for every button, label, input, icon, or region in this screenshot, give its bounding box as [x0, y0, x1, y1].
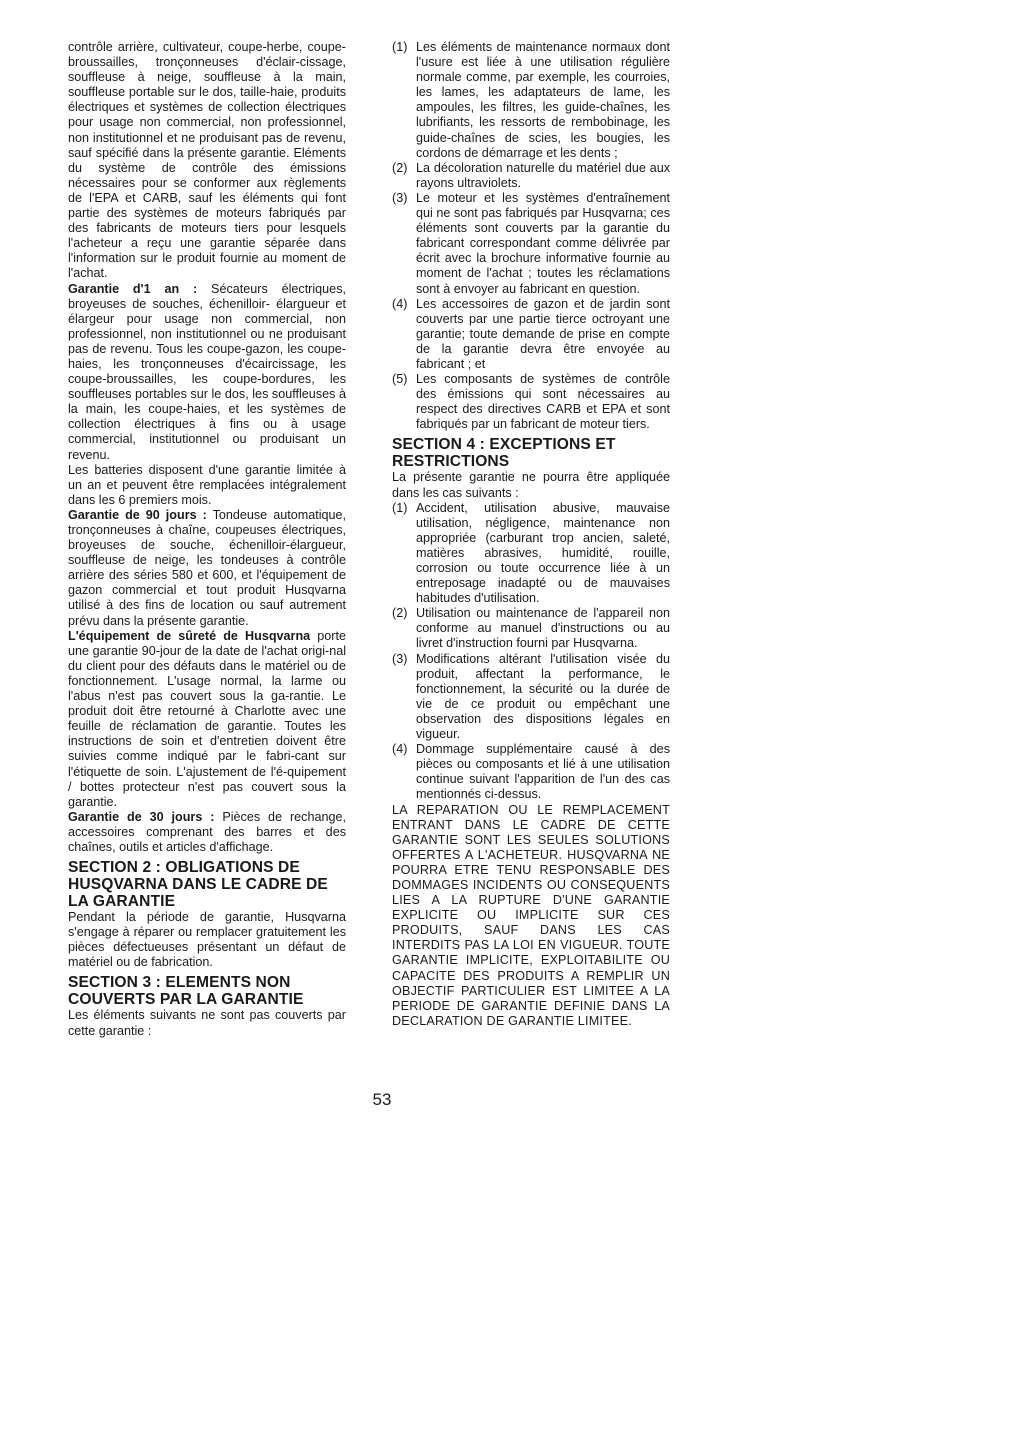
list-item-number: (2)	[392, 606, 408, 621]
thirty-day-paragraph	[68, 810, 346, 855]
list-item-text: Modifications altérant l'utilisation visée du produit, affectant la performance, le fonctionnement, la sécurité ou la durée de vie de ce produit ou empêchant une observation des dispositions légales en vigueur.	[416, 651, 670, 742]
list-item-text: Le moteur et les systèmes d'entraînement qui ne sont pas fabriqués par Husqvarna; ces éléments sont couverts par la garantie du fabricant correspondant comme délivrée par écrit avec la brochure informative fournie au moment de l'achat ; toutes les réclamations sont à envoyer au fabricant en question.	[416, 190, 670, 296]
list-item-number: (3)	[392, 190, 408, 205]
list-item-text: Les accessoires de gazon et de jardin sont couverts par une partie tierce octroyant une garantie; toute demande de prise en compte de la garantie devra être envoyée au fabricant ; et	[416, 296, 670, 371]
disclaimer-paragraph: LA REPARATION OU LE REMPLACEMENT ENTRANT DANS LE CADRE DE CETTE GARANTIE SONT LES SEULES SOLUTIONS OFFERTES A L'ACHETEUR. HUSQVARNA NE POURRA ETRE TENU RESPONSABLE DES DOMMAGES INCIDENTS OU CONSEQUENTS LIES A LA RUPTURE D'UNE GARANTIE EXPLICITE OU IMPLICITE SUR CES PRODUITS, SAUF DANS LES CAS INTERDITS PAS LA LOI EN VIGUEUR. TOUTE GARANTIE IMPLICITE, EXPLOITABILITE OU CAPACITE DES PRODUITS A REMPLIR UN OBJECTIF PARTICULIER EST LIMITEE A LA PERIODE DE GARANTIE DEFINIE DANS LA DECLARATION DE GARANTIE LIMITEE.	[392, 802, 670, 1028]
right-column	[392, 40, 670, 1029]
list-item	[392, 372, 670, 432]
list-item	[392, 161, 670, 191]
one-year-text: Sécateurs électriques, broyeuses de souches, échenilloir- élargueur et élargeur pour usage non commercial, non professionnel, non institutionnel ou ne produisant pas de revenu. Tous les coupe-gazon, les coupe-haies, les tronçonneuses d'écaircissage, les coupe-broussailles, les coupe-bordures, les souffleuses portables sur le dos, les souffleuses à la main, les coupe-haies, et les systèmes de collection électriques à fins ou à usage commercial, institutionnel ou produisant un revenu.	[68, 281, 346, 462]
list-item-number: (2)	[392, 160, 408, 175]
list-item-number: (4)	[392, 296, 408, 311]
list-item-number: (5)	[392, 372, 408, 387]
section3-list	[392, 40, 670, 432]
page-number: 53	[372, 1090, 392, 1109]
list-item-text: Les éléments de maintenance normaux dont l'usure est liée à une utilisation régulière normale comme, par exemple, les courroies, les lames, les adaptateurs de lame, les ampoules, les filtres, les guide-chaînes, les lubrifiants, les ressorts de rembobinage, les guide-chaînes de scies, les bougies, les cordons de démarrage et les dents ;	[416, 40, 670, 160]
list-item-text: Accident, utilisation abusive, mauvaise utilisation, négligence, maintenance non appropriée (carburant trop ancien, saleté, matières abrasives, humidité, rouille, corrosion ou toute occurrence liée à un entreposage inadapté ou de mauvaises habitudes d'utilisation.	[416, 500, 670, 606]
batteries-paragraph: Les batteries disposent d'une garantie limitée à un an et peuvent être remplacées intégralement dans les 6 premiers mois.	[68, 462, 346, 507]
left-column	[68, 40, 346, 1039]
thirty-day-text: Pièces de rechange, accessoires comprenant des barres et des chaînes, outils et articles d'affichage.	[68, 809, 346, 854]
list-item-text: Utilisation ou maintenance de l'appareil non conforme au manuel d'instructions ou au livret d'instruction fourni par Husqvarna.	[416, 606, 670, 651]
list-item-number: (1)	[392, 500, 408, 515]
list-item-text: Dommage supplémentaire causé à des pièces ou composants et lié à une utilisation continue suivant l'apparition de l'un des cas mentionnés ci-dessus.	[416, 742, 670, 802]
section4-heading: SECTION 4 : EXCEPTIONS ET RESTRICTIONS	[392, 436, 616, 471]
safety-paragraph	[68, 629, 346, 810]
section2-heading: SECTION 2 : OBLIGATIONS DE HUSQVARNA DANS LE CADRE DE LA GARANTIE	[68, 859, 328, 911]
section3-heading: SECTION 3 : ELEMENTS NON COUVERTS PAR LA GARANTIE	[68, 974, 304, 1009]
list-item	[392, 501, 670, 607]
ninety-day-label: Garantie de 90 jours :	[68, 507, 207, 522]
one-year-label: Garantie d'1 an :	[68, 281, 198, 296]
section3-intro: Les éléments suivants ne sont pas couverts par cette garantie :	[68, 1008, 346, 1038]
thirty-day-label: Garantie de 30 jours :	[68, 809, 215, 824]
list-item-text: La décoloration naturelle du matériel due aux rayons ultraviolets.	[416, 160, 670, 190]
list-item	[392, 40, 670, 161]
list-item-text: Les composants de systèmes de contrôle des émissions qui sont nécessaires au respect des directives CARB et EPA et sont fabriqués par un fabricant de moteur tiers.	[416, 372, 670, 432]
list-item	[392, 297, 670, 372]
list-item-number: (3)	[392, 651, 408, 666]
intro-paragraph: contrôle arrière, cultivateur, coupe-herbe, coupe-broussailles, tronçonneuses d'éclair-cissage, souffleuse à neige, souffleuse à la main, souffleuse portable sur le dos, taille-haie, produits électriques et systèmes de collection électriques pour usage non commercial, non professionnel, non institutionnel et ne produisant pas de revenu, sauf spécifié dans la présente garantie. Eléments du système de contrôle des émissions nécessaires pour se conformer aux règlements de l'EPA et CARB, sauf les éléments qui font partie des systèmes de moteurs fabriqués par des fabricants de moteurs tiers pour lesquels l'acheteur a reçu une garantie séparée dans l'information sur le produit fournie au moment de l'achat.	[68, 40, 346, 281]
list-item	[392, 606, 670, 651]
list-item-number: (1)	[392, 40, 408, 54]
one-year-paragraph	[68, 282, 346, 463]
list-item	[392, 742, 670, 802]
list-item	[392, 652, 670, 743]
ninety-day-text: Tondeuse automatique, tronçonneuses à chaîne, coupeuses électriques, broyeuses de souche, échenilloir-élargueur, souffleuse de neige, les tondeuses à contrôle arrière des séries 580 et 600, et l'équipement de gazon commercial et tout produit Husqvarna utilisé à des fins de location ou sauf autrement prévu dans la présente garantie.	[68, 507, 347, 628]
safety-label: L'équipement de sûreté de Husqvarna	[68, 628, 311, 643]
list-item-number: (4)	[392, 742, 408, 757]
section2-paragraph: Pendant la période de garantie, Husqvarna s'engage à réparer ou remplacer gratuitement les pièces défectueuses présentant un défaut de matériel ou de fabrication.	[68, 910, 346, 970]
section4-list	[392, 501, 670, 803]
safety-text: porte une garantie 90-jour de la date de l'achat origi-nal du client pour des défauts dans le matériel ou de fonctionnement. L'usage normal, la larme ou l'abus n'est pas couvert sous la ga-rantie. Le produit doit être retourné à Charlotte avec une feuille de réclamation de garantie. Toutes les instructions de soin et d'entretien doivent être suivies comme indiqué par le fabri-cant sur l'étiquette de soin. L'ajustement de l'é-quipement / bottes protecteur n'est pas couvert sous la garantie.	[68, 628, 346, 809]
ninety-day-paragraph	[68, 508, 346, 629]
section4-intro: La présente garantie ne pourra être appliquée dans les cas suivants :	[392, 470, 670, 500]
list-item	[392, 191, 670, 297]
